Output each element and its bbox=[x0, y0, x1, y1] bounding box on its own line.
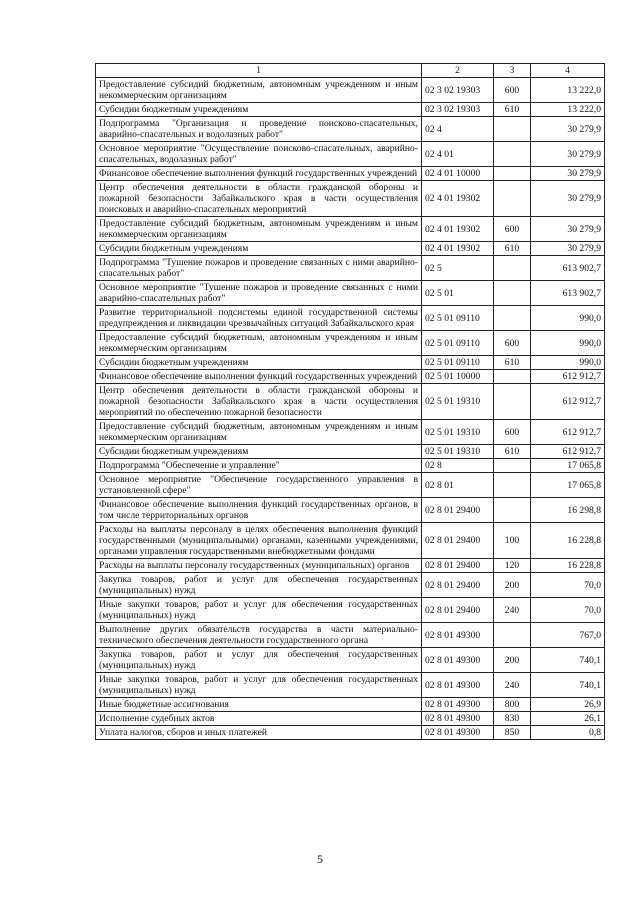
row-sum-cell: 30 279,9 bbox=[531, 242, 605, 256]
row-type-cell bbox=[494, 256, 531, 281]
table-row bbox=[96, 117, 605, 142]
row-sum-cell: 13 222,0 bbox=[531, 103, 605, 117]
row-code-cell: 02 5 01 10000 bbox=[422, 370, 494, 384]
row-type-cell: 200 bbox=[494, 573, 531, 598]
row-code-cell: 02 4 bbox=[422, 117, 494, 142]
row-code-cell: 02 5 01 09110 bbox=[422, 356, 494, 370]
row-type-cell bbox=[494, 117, 531, 142]
row-sum-cell: 30 279,9 bbox=[531, 142, 605, 167]
row-sum-cell: 740,1 bbox=[531, 648, 605, 673]
row-sum-cell: 612 912,7 bbox=[531, 445, 605, 459]
row-type-cell: 240 bbox=[494, 673, 531, 698]
row-name-cell: Закупка товаров, работ и услуг для обеспечения государственных (муниципальных) нужд bbox=[96, 573, 422, 598]
row-sum-cell: 30 279,9 bbox=[531, 217, 605, 242]
row-type-cell bbox=[494, 498, 531, 523]
row-type-cell: 610 bbox=[494, 445, 531, 459]
row-sum-cell: 17 065,8 bbox=[531, 459, 605, 473]
table-header bbox=[96, 64, 605, 78]
row-code-cell: 02 8 01 29400 bbox=[422, 498, 494, 523]
table-row bbox=[96, 103, 605, 117]
row-code-cell: 02 8 01 49300 bbox=[422, 698, 494, 712]
row-type-cell: 830 bbox=[494, 712, 531, 726]
row-sum-cell: 30 279,9 bbox=[531, 117, 605, 142]
row-name-cell: Подпрограмма "Тушение пожаров и проведение связанных с ними аварийно-спасательных работ" bbox=[96, 256, 422, 281]
row-type-cell bbox=[494, 370, 531, 384]
table-row bbox=[96, 420, 605, 445]
row-code-cell: 02 5 01 19310 bbox=[422, 420, 494, 445]
table-row bbox=[96, 331, 605, 356]
table-body bbox=[96, 78, 605, 740]
row-code-cell: 02 5 01 19310 bbox=[422, 445, 494, 459]
row-code-cell: 02 8 bbox=[422, 459, 494, 473]
row-code-cell: 02 5 01 bbox=[422, 281, 494, 306]
table-row bbox=[96, 142, 605, 167]
row-sum-cell: 26,1 bbox=[531, 712, 605, 726]
row-sum-cell: 13 222,0 bbox=[531, 78, 605, 103]
table-row bbox=[96, 167, 605, 181]
row-type-cell bbox=[494, 281, 531, 306]
row-name-cell: Предоставление субсидий бюджетным, автономным учреждениям и иным некоммерческим организациям bbox=[96, 78, 422, 103]
row-code-cell: 02 8 01 49300 bbox=[422, 623, 494, 648]
table-row bbox=[96, 623, 605, 648]
row-sum-cell: 70,0 bbox=[531, 573, 605, 598]
row-code-cell: 02 3 02 19303 bbox=[422, 78, 494, 103]
header-row bbox=[96, 64, 605, 78]
row-type-cell bbox=[494, 473, 531, 498]
table-row bbox=[96, 445, 605, 459]
row-type-cell: 610 bbox=[494, 103, 531, 117]
header-col-3: 3 bbox=[494, 64, 531, 78]
row-code-cell: 02 4 01 19302 bbox=[422, 217, 494, 242]
row-code-cell: 02 5 bbox=[422, 256, 494, 281]
row-type-cell bbox=[494, 142, 531, 167]
row-type-cell: 600 bbox=[494, 217, 531, 242]
table-row bbox=[96, 370, 605, 384]
table-row bbox=[96, 598, 605, 623]
row-name-cell: Субсидии бюджетным учреждениям bbox=[96, 445, 422, 459]
row-code-cell: 02 4 01 19302 bbox=[422, 181, 494, 217]
row-code-cell: 02 5 01 09110 bbox=[422, 331, 494, 356]
table-row bbox=[96, 78, 605, 103]
row-code-cell: 02 3 02 19303 bbox=[422, 103, 494, 117]
row-type-cell: 610 bbox=[494, 242, 531, 256]
row-type-cell: 800 bbox=[494, 698, 531, 712]
row-name-cell: Основное мероприятие "Осуществление поисково-спасательных, аварийно-спасательных, водолазных работ" bbox=[96, 142, 422, 167]
row-sum-cell: 990,0 bbox=[531, 306, 605, 331]
row-name-cell: Закупка товаров, работ и услуг для обеспечения государственных (муниципальных) нужд bbox=[96, 648, 422, 673]
row-sum-cell: 26,9 bbox=[531, 698, 605, 712]
row-type-cell: 600 bbox=[494, 420, 531, 445]
table-row bbox=[96, 256, 605, 281]
row-code-cell: 02 8 01 29400 bbox=[422, 523, 494, 559]
row-name-cell: Финансовое обеспечение выполнения функций государственных органов, в том числе территориальных органов bbox=[96, 498, 422, 523]
row-type-cell: 100 bbox=[494, 523, 531, 559]
table-row bbox=[96, 281, 605, 306]
row-name-cell: Иные закупки товаров, работ и услуг для обеспечения государственных (муниципальных) нужд bbox=[96, 598, 422, 623]
row-name-cell: Предоставление субсидий бюджетным, автономным учреждениям и иным некоммерческим организациям bbox=[96, 217, 422, 242]
row-sum-cell: 612 912,7 bbox=[531, 384, 605, 420]
row-name-cell: Основное мероприятие "Обеспечение государственного управления в установленной сфере" bbox=[96, 473, 422, 498]
row-name-cell: Субсидии бюджетным учреждениям bbox=[96, 242, 422, 256]
row-type-cell: 610 bbox=[494, 356, 531, 370]
row-code-cell: 02 8 01 49300 bbox=[422, 712, 494, 726]
row-name-cell: Предоставление субсидий бюджетным, автономным учреждениям и иным некоммерческим организациям bbox=[96, 420, 422, 445]
row-sum-cell: 16 228,8 bbox=[531, 559, 605, 573]
row-code-cell: 02 8 01 29400 bbox=[422, 598, 494, 623]
row-type-cell: 850 bbox=[494, 726, 531, 740]
table-row bbox=[96, 559, 605, 573]
row-sum-cell: 70,0 bbox=[531, 598, 605, 623]
row-name-cell: Расходы на выплаты персоналу в целях обеспечения выполнения функций государственными (муниципальными) органами, казенными учреждениями, органами управления государственными внебюджетными фондами bbox=[96, 523, 422, 559]
row-name-cell: Подпрограмма "Обеспечение и управление" bbox=[96, 459, 422, 473]
row-sum-cell: 990,0 bbox=[531, 331, 605, 356]
row-name-cell: Субсидии бюджетным учреждениям bbox=[96, 356, 422, 370]
row-sum-cell: 30 279,9 bbox=[531, 167, 605, 181]
row-name-cell: Исполнение судебных актов bbox=[96, 712, 422, 726]
row-sum-cell: 613 902,7 bbox=[531, 256, 605, 281]
row-sum-cell: 16 228,8 bbox=[531, 523, 605, 559]
header-col-4: 4 bbox=[531, 64, 605, 78]
header-col-2: 2 bbox=[422, 64, 494, 78]
row-name-cell: Финансовое обеспечение выполнения функций государственных учреждений bbox=[96, 167, 422, 181]
table-row bbox=[96, 523, 605, 559]
table-row bbox=[96, 498, 605, 523]
row-code-cell: 02 5 01 19310 bbox=[422, 384, 494, 420]
table-row bbox=[96, 698, 605, 712]
row-code-cell: 02 5 01 09110 bbox=[422, 306, 494, 331]
page-number: 5 bbox=[317, 852, 323, 866]
row-name-cell: Предоставление субсидий бюджетным, автономным учреждениям и иным некоммерческим организациям bbox=[96, 331, 422, 356]
row-code-cell: 02 4 01 19302 bbox=[422, 242, 494, 256]
row-type-cell bbox=[494, 181, 531, 217]
table-row bbox=[96, 473, 605, 498]
row-type-cell bbox=[494, 384, 531, 420]
row-type-cell: 200 bbox=[494, 648, 531, 673]
row-code-cell: 02 8 01 29400 bbox=[422, 559, 494, 573]
row-sum-cell: 612 912,7 bbox=[531, 420, 605, 445]
row-name-cell: Субсидии бюджетным учреждениям bbox=[96, 103, 422, 117]
row-type-cell: 240 bbox=[494, 598, 531, 623]
row-code-cell: 02 8 01 49300 bbox=[422, 726, 494, 740]
table-row bbox=[96, 712, 605, 726]
table-row bbox=[96, 181, 605, 217]
row-name-cell: Иные закупки товаров, работ и услуг для обеспечения государственных (муниципальных) нужд bbox=[96, 673, 422, 698]
table-row bbox=[96, 306, 605, 331]
row-type-cell bbox=[494, 306, 531, 331]
row-name-cell: Основное мероприятие "Тушение пожаров и проведение связанных с ними аварийно-спасательных работ" bbox=[96, 281, 422, 306]
table-row bbox=[96, 573, 605, 598]
row-code-cell: 02 8 01 29400 bbox=[422, 573, 494, 598]
row-sum-cell: 17 065,8 bbox=[531, 473, 605, 498]
table-row bbox=[96, 726, 605, 740]
row-name-cell: Центр обеспечения деятельности в области гражданской обороны и пожарной безопасности Забайкальского края в части осуществления мероприятий по обеспечению пожарной безопасности bbox=[96, 384, 422, 420]
row-sum-cell: 990,0 bbox=[531, 356, 605, 370]
row-type-cell bbox=[494, 167, 531, 181]
row-sum-cell: 0,8 bbox=[531, 726, 605, 740]
row-name-cell: Уплата налогов, сборов и иных платежей bbox=[96, 726, 422, 740]
row-type-cell: 120 bbox=[494, 559, 531, 573]
table-row bbox=[96, 242, 605, 256]
table-row bbox=[96, 673, 605, 698]
table-row bbox=[96, 356, 605, 370]
row-type-cell: 600 bbox=[494, 78, 531, 103]
row-name-cell: Подпрограмма "Организация и проведение поисково-спасательных, аварийно-спасательных и водолазных работ" bbox=[96, 117, 422, 142]
table-row bbox=[96, 459, 605, 473]
row-name-cell: Развитие территориальной подсистемы единой государственной системы предупреждения и ликвидации чрезвычайных ситуаций Забайкальского края bbox=[96, 306, 422, 331]
row-type-cell bbox=[494, 459, 531, 473]
row-sum-cell: 30 279,9 bbox=[531, 181, 605, 217]
row-type-cell bbox=[494, 623, 531, 648]
row-sum-cell: 767,0 bbox=[531, 623, 605, 648]
row-type-cell: 600 bbox=[494, 331, 531, 356]
header-col-1: 1 bbox=[96, 64, 422, 78]
budget-table bbox=[95, 63, 605, 740]
row-name-cell: Расходы на выплаты персоналу государственных (муниципальных) органов bbox=[96, 559, 422, 573]
row-sum-cell: 16 298,8 bbox=[531, 498, 605, 523]
row-code-cell: 02 4 01 bbox=[422, 142, 494, 167]
table-row bbox=[96, 384, 605, 420]
row-sum-cell: 740,1 bbox=[531, 673, 605, 698]
table-row bbox=[96, 217, 605, 242]
row-name-cell: Иные бюджетные ассигнования bbox=[96, 698, 422, 712]
row-code-cell: 02 8 01 bbox=[422, 473, 494, 498]
row-code-cell: 02 8 01 49300 bbox=[422, 673, 494, 698]
row-name-cell: Финансовое обеспечение выполнения функций государственных учреждений bbox=[96, 370, 422, 384]
row-sum-cell: 613 902,7 bbox=[531, 281, 605, 306]
row-sum-cell: 612 912,7 bbox=[531, 370, 605, 384]
row-code-cell: 02 4 01 10000 bbox=[422, 167, 494, 181]
table-row bbox=[96, 648, 605, 673]
row-name-cell: Центр обеспечения деятельности в области гражданской обороны и пожарной безопасности Забайкальского края в части осуществления поисковых и аварийно-спасательных мероприятий bbox=[96, 181, 422, 217]
row-code-cell: 02 8 01 49300 bbox=[422, 648, 494, 673]
row-name-cell: Выполнение других обязательств государства в части материально-технического обеспечения деятельности государственного органа bbox=[96, 623, 422, 648]
